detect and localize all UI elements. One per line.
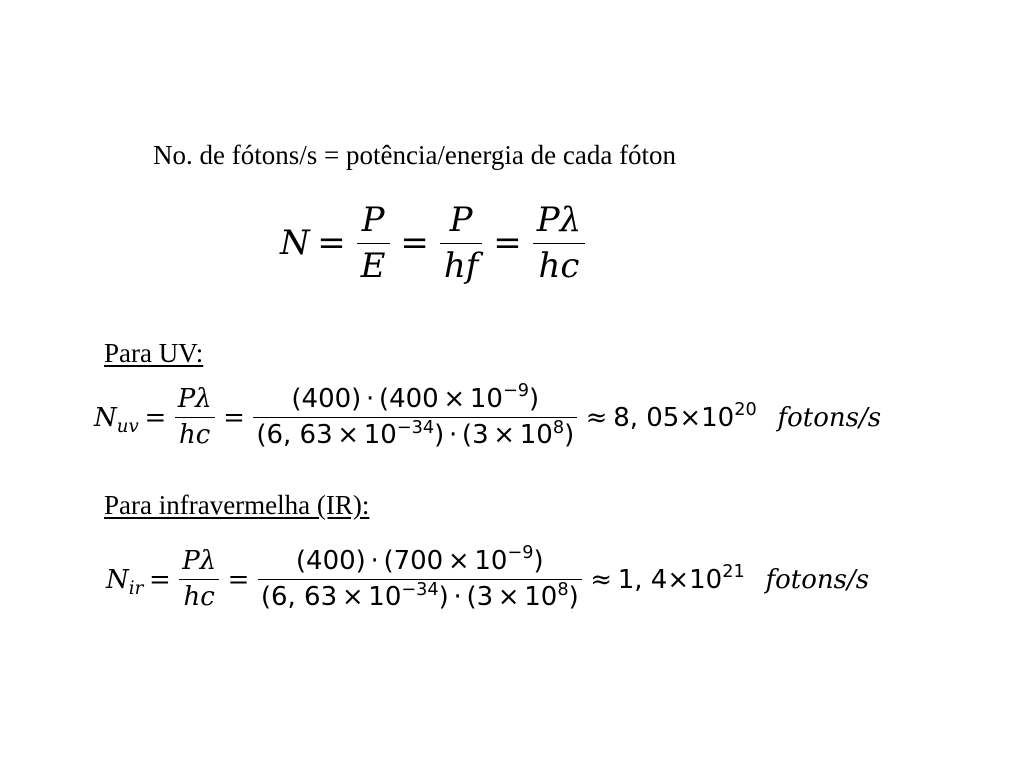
fraction-plambda-over-hc	[533, 200, 586, 287]
fraction-p-over-e	[357, 200, 390, 287]
equals-sign: =	[317, 223, 346, 264]
denominator: hc	[183, 582, 215, 613]
heading-text: No. de fótons/s = potência/energia de cada fóton	[153, 140, 677, 170]
numerator: P	[361, 200, 385, 240]
ir-numeric-fraction	[258, 543, 582, 613]
ir-unit: fotons/s	[765, 564, 870, 595]
uv-section-label: Para UV:	[104, 338, 204, 368]
ir-section-label: Para infravermelha (IR):	[104, 490, 370, 520]
denominator: hc	[538, 245, 580, 286]
fraction-bar	[175, 417, 215, 418]
ir-numeric-numerator: $(400) \cdot (700 \times 10^{-9})$	[295, 543, 544, 576]
denominator: hf	[443, 245, 479, 286]
numerator: P	[449, 200, 473, 240]
uv-result: 8, $05\times 10^{20}$	[613, 400, 757, 433]
denominator: hc	[179, 420, 211, 451]
ir-lhs: $N_{ir}$	[106, 564, 144, 599]
ir-formula	[106, 543, 870, 613]
equals-sign: =	[227, 564, 250, 595]
numerator: Pλ	[536, 200, 582, 240]
equals-sign: =	[144, 402, 167, 433]
ir-result: 1, $4\times 10^{21}$	[617, 562, 745, 595]
fraction-bar	[533, 243, 586, 244]
equals-sign: =	[493, 223, 522, 264]
fraction-bar	[440, 243, 483, 244]
uv-fraction-plambda-over-hc	[175, 384, 215, 451]
denominator: E	[360, 245, 386, 286]
numerator: Pλ	[177, 384, 212, 414]
ir-numeric-denominator: (6, $63 \times 10^{-34}) \cdot (3 \times 10^8)$	[260, 579, 579, 613]
fraction-bar	[357, 243, 390, 244]
fraction-bar	[179, 579, 219, 580]
uv-numeric-denominator: (6, $63 \times 10^{-34}) \cdot (3 \times 10^8)$	[256, 417, 575, 451]
equals-sign: =	[400, 223, 429, 264]
approx-sign: ≈	[585, 402, 608, 433]
equals-sign: =	[148, 564, 171, 595]
fraction-p-over-hf	[440, 200, 483, 287]
formula-lhs: N	[280, 223, 310, 264]
uv-numeric-numerator: $(400) \cdot (400 \times 10^{-9})$	[291, 381, 540, 414]
equals-sign: =	[223, 402, 245, 433]
numerator: Pλ	[182, 546, 217, 576]
uv-unit: fotons/s	[777, 402, 882, 433]
uv-numeric-fraction	[253, 381, 577, 451]
uv-formula	[94, 381, 882, 451]
uv-lhs: $N_{uv}$	[94, 402, 139, 437]
ir-fraction-plambda-over-hc	[179, 546, 219, 613]
photon-count-formula	[280, 200, 589, 287]
approx-sign: ≈	[590, 564, 612, 595]
